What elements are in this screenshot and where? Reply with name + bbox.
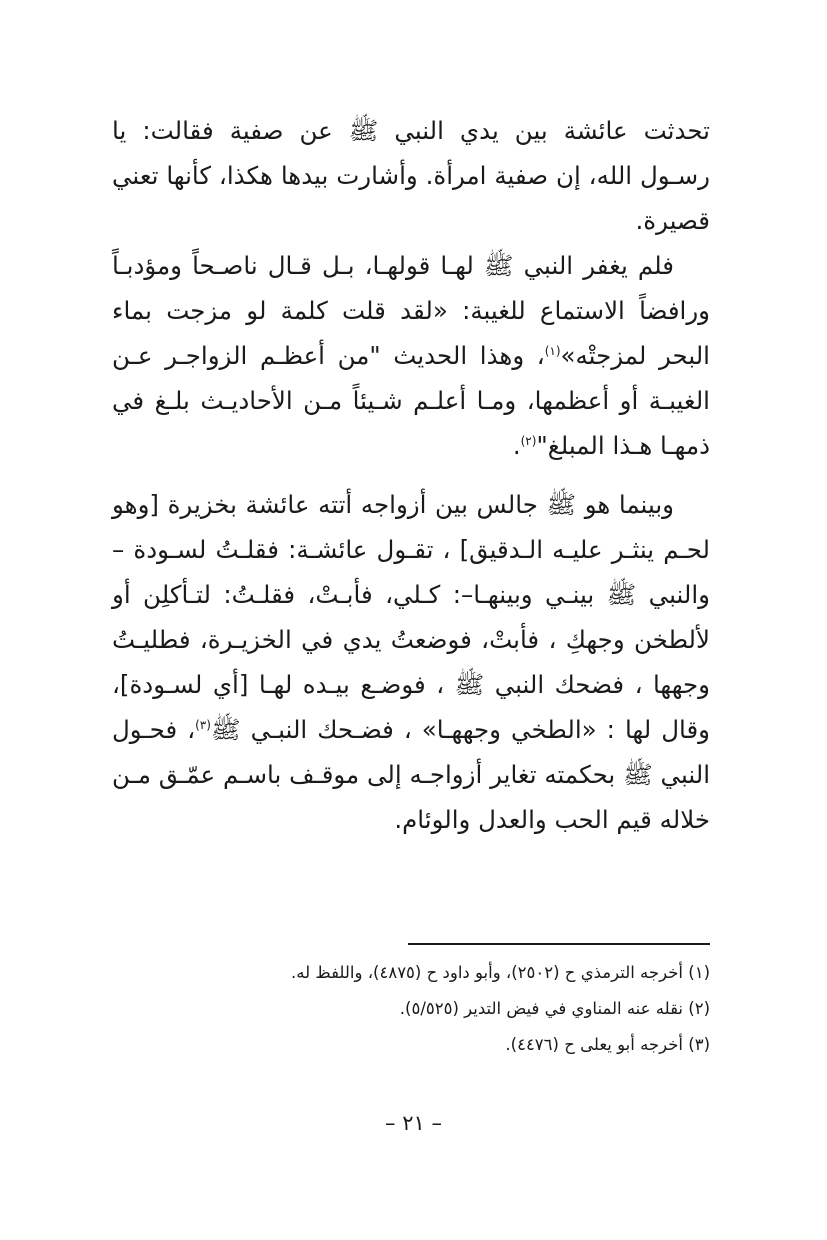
footnote-1: (١) أخرجه الترمذي ح (٢٥٠٢)، وأبو داود ح (٤٨٧٥)، واللفظ له.: [291, 963, 710, 982]
footnotes: [112, 955, 710, 1063]
paragraph-1: [112, 108, 710, 243]
footnote-divider: [408, 943, 710, 945]
paragraph-2-tail-2: .: [512, 431, 521, 460]
footnote-3: (٣) أخرجه أبو يعلى ح (٤٤٧٦).: [505, 1035, 710, 1054]
footnote-ref-1[interactable]: (١): [544, 343, 561, 358]
paragraph-3-tail: ، فحـول النبي ﷺ بحكمته تغاير أزواجـه إلى موقـف باسـم عمّـق مـن خلاله قيم الحب والعدل والوئام.: [112, 715, 710, 834]
paragraph-2: [112, 243, 710, 468]
paragraph-2-text: فلم يغفر النبي ﷺ لهـا قولهـا، بـل قـال ناصـحاً ومؤدبـاً ورافضاً الاستماع للغيبة: «لقد قلت كلمة لو مزجت بماء البحر لمزجتْه»: [112, 251, 710, 370]
footnote-2: (٢) نقله عنه المناوي في فيض التدير (٥/٥٢٥).: [399, 999, 710, 1018]
body-text: [112, 108, 710, 842]
paragraph-3: [112, 482, 710, 842]
paragraph-2-tail: ، وهذا الحديث "من أعظـم الزواجـر عـن الغيبـة أو أعظمها، ومـا أعلـم شـيئاً مـن الأحاديـث بلـغ في ذمهـا هـذا المبلغ": [112, 341, 710, 460]
page-number: – ٢١ –: [385, 1111, 442, 1135]
footnote-ref-3[interactable]: (٣): [195, 717, 211, 732]
paragraph-1-text: تحدثت عائشة بين يدي النبي ﷺ عن صفية فقالت: يا رسـول الله، إن صفية امرأة. وأشارت بيدها هكذا، كأنها تعني قصيرة.: [112, 116, 710, 235]
footnote-ref-2[interactable]: (٢): [520, 433, 537, 448]
paragraph-3-text: وبينما هو ﷺ جالس بين أزواجه أتته عائشة بخزيرة [وهو لحـم ينثـر عليـه الـدقيق] ، تقـول عائشـة: فقلـتُ لسـودة – والنبي ﷺ بينـي وبينهـا–: كـلي، فأبـتْ، فقلـتُ: لتـأكلِن أو لألطخن وجهكِ ، فأبتْ، فوضعتُ يدي في الخزيـرة، فطليـتُ وجهها ، فضحك النبي ﷺ ، فوضـع بيـده لهـا [أي لسـودة]، وقال لها : «الطخي وجههـا» ، فضـحك النبـي ﷺ: [112, 490, 711, 744]
